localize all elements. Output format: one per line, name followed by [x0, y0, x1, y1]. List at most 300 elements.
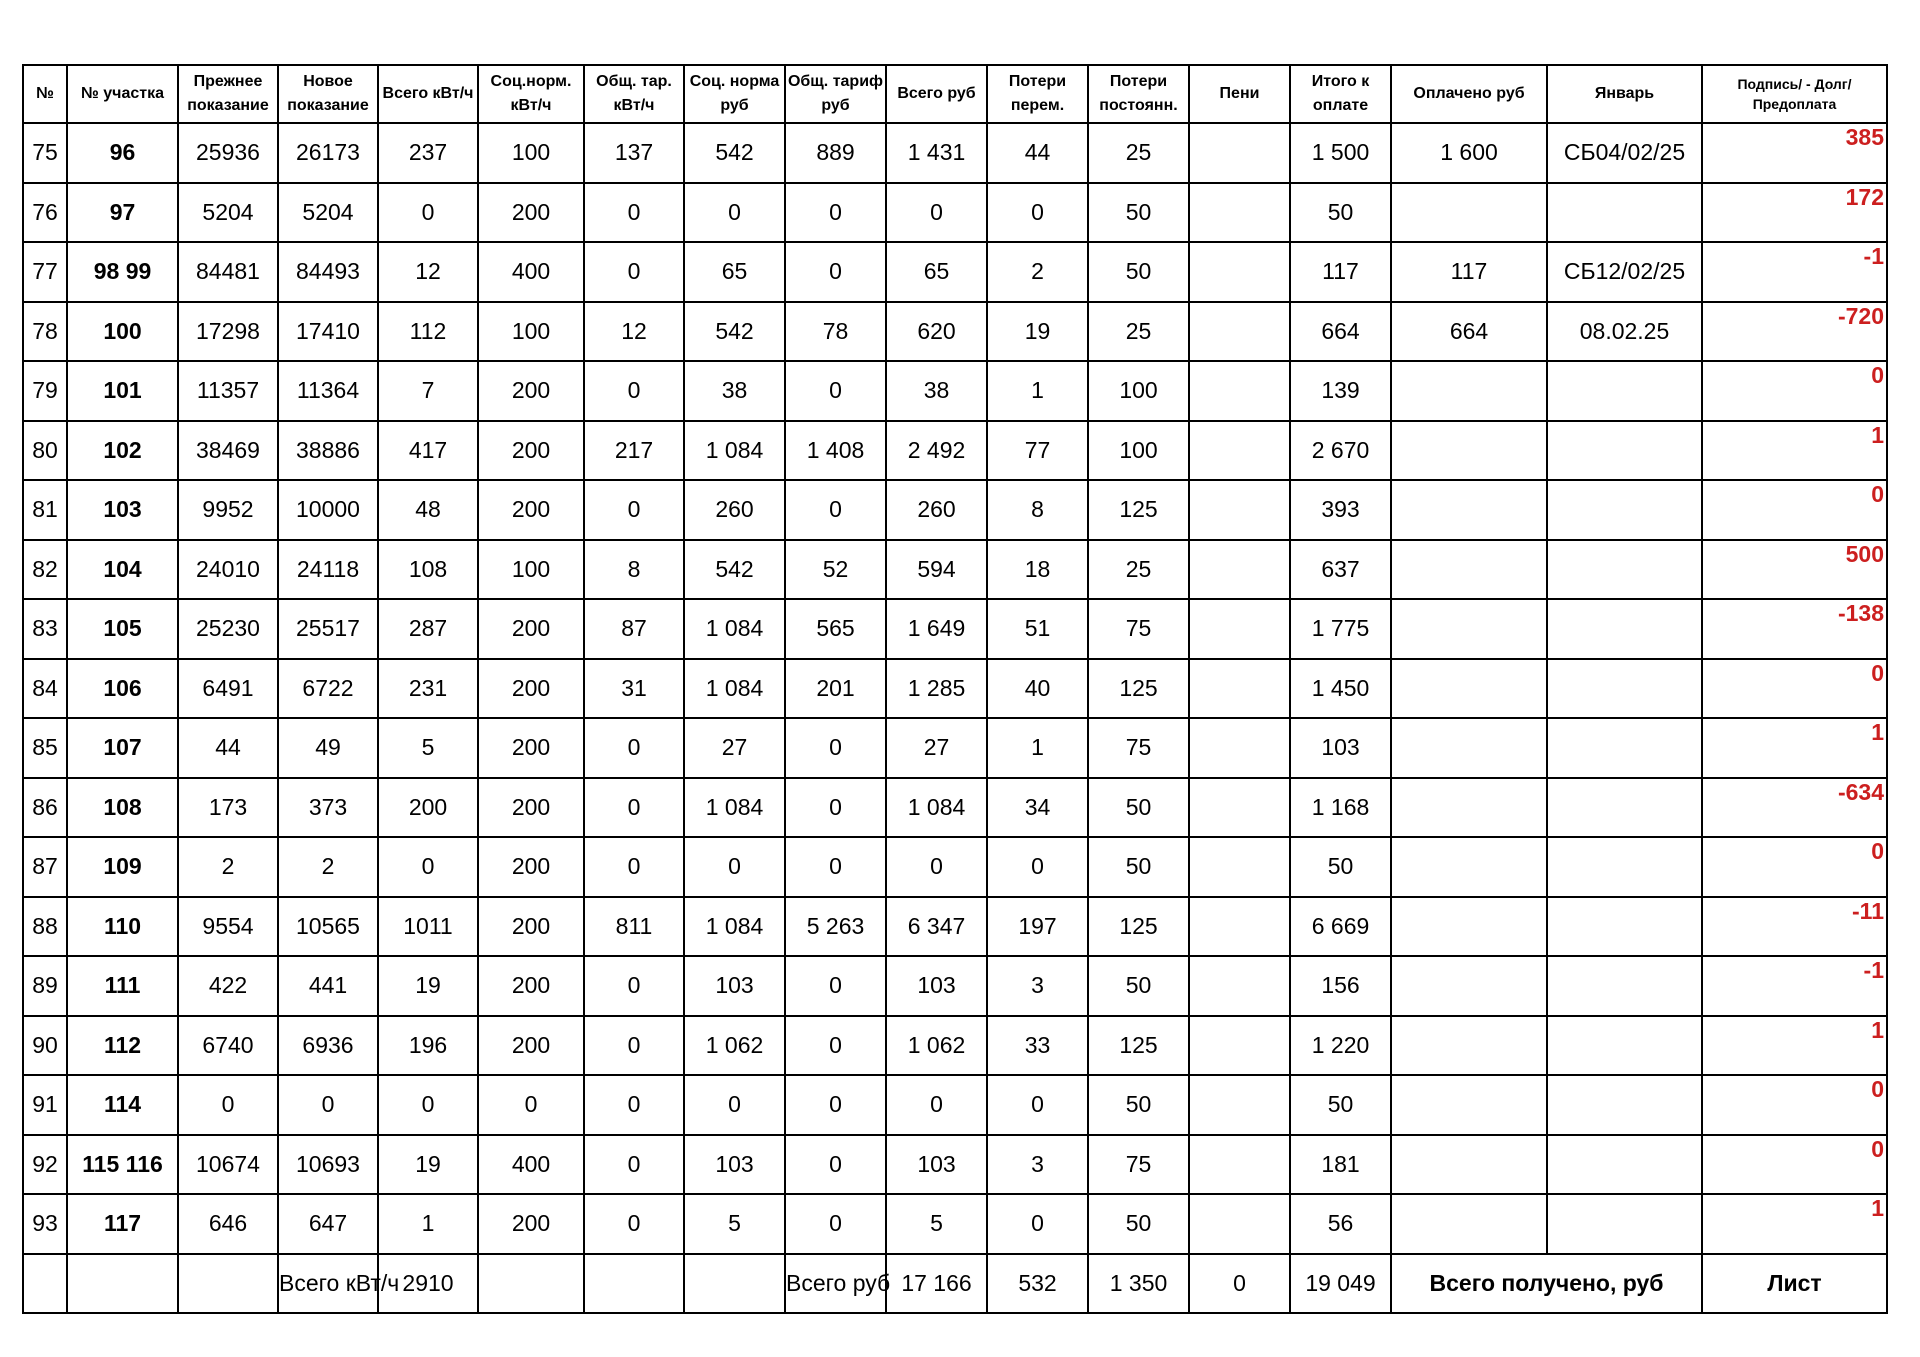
- cell-amount-due: 393: [1290, 480, 1391, 540]
- cell-previous-reading: 422: [178, 956, 278, 1016]
- cell-general-tariff-kwh: 8: [584, 540, 684, 600]
- cell-amount-due: 50: [1290, 837, 1391, 897]
- cell-paid-rub: [1391, 778, 1547, 838]
- cell-general-tariff-kwh: 87: [584, 599, 684, 659]
- header-total-rub: Всего руб: [886, 65, 987, 123]
- cell-plot-number: 114: [67, 1075, 178, 1135]
- cell-social-norm-kwh: 200: [478, 421, 584, 481]
- cell-plot-number: 112: [67, 1016, 178, 1076]
- cell-previous-reading: 5204: [178, 183, 278, 243]
- cell-total-kwh: 1011: [378, 897, 478, 957]
- cell-total-rub: 0: [886, 1075, 987, 1135]
- cell-january: [1547, 718, 1702, 778]
- cell-general-tariff-kwh: 0: [584, 1135, 684, 1195]
- cell-total-rub: 260: [886, 480, 987, 540]
- cell-penalty: [1189, 361, 1290, 421]
- cell-plot-number: 107: [67, 718, 178, 778]
- cell-plot-number: 111: [67, 956, 178, 1016]
- cell-social-norm-rub: 1 062: [684, 1016, 785, 1076]
- cell-variable-losses: 1: [987, 718, 1088, 778]
- cell-amount-due: 50: [1290, 1075, 1391, 1135]
- cell-constant-losses: 25: [1088, 123, 1189, 183]
- cell-general-tariff-kwh: 0: [584, 1075, 684, 1135]
- table-row: [23, 1194, 1887, 1254]
- totals-rub-value: 17 166: [886, 1254, 987, 1314]
- header-variable-losses: Потери перем.: [987, 65, 1088, 123]
- header-signature-debt: Подпись/ - Долг/Предоплата: [1702, 65, 1887, 123]
- cell-social-norm-rub: 38: [684, 361, 785, 421]
- cell-paid-rub: 664: [1391, 302, 1547, 362]
- cell-constant-losses: 50: [1088, 183, 1189, 243]
- cell-social-norm-kwh: 100: [478, 302, 584, 362]
- header-plot-number: № участка: [67, 65, 178, 123]
- cell-social-norm-kwh: 100: [478, 123, 584, 183]
- cell-general-tariff-rub: 565: [785, 599, 886, 659]
- cell-new-reading: 10000: [278, 480, 378, 540]
- cell-total-rub: 1 431: [886, 123, 987, 183]
- cell-social-norm-rub: 65: [684, 242, 785, 302]
- cell-total-rub: 5: [886, 1194, 987, 1254]
- table-row: [23, 1135, 1887, 1195]
- cell-total-kwh: 0: [378, 837, 478, 897]
- cell-debt-prepayment: 1: [1702, 421, 1887, 481]
- cell-general-tariff-kwh: 0: [584, 837, 684, 897]
- cell-constant-losses: 50: [1088, 242, 1189, 302]
- cell-debt-prepayment: 0: [1702, 480, 1887, 540]
- cell-previous-reading: 6491: [178, 659, 278, 719]
- cell-new-reading: 5204: [278, 183, 378, 243]
- header-total-kwh: Всего кВт/ч: [378, 65, 478, 123]
- cell-paid-rub: [1391, 1075, 1547, 1135]
- totals-empty-cell: [584, 1254, 684, 1314]
- cell-row-number: 76: [23, 183, 67, 243]
- cell-penalty: [1189, 183, 1290, 243]
- cell-constant-losses: 50: [1088, 956, 1189, 1016]
- cell-amount-due: 664: [1290, 302, 1391, 362]
- cell-constant-losses: 25: [1088, 302, 1189, 362]
- cell-plot-number: 101: [67, 361, 178, 421]
- cell-variable-losses: 1: [987, 361, 1088, 421]
- cell-new-reading: 24118: [278, 540, 378, 600]
- table-row: [23, 778, 1887, 838]
- cell-total-rub: 103: [886, 956, 987, 1016]
- cell-penalty: [1189, 302, 1290, 362]
- cell-amount-due: 50: [1290, 183, 1391, 243]
- table-body: [23, 123, 1887, 1254]
- cell-previous-reading: 2: [178, 837, 278, 897]
- table-row: [23, 599, 1887, 659]
- cell-variable-losses: 40: [987, 659, 1088, 719]
- cell-previous-reading: 646: [178, 1194, 278, 1254]
- cell-social-norm-kwh: 400: [478, 242, 584, 302]
- cell-row-number: 92: [23, 1135, 67, 1195]
- cell-debt-prepayment: -1: [1702, 956, 1887, 1016]
- totals-rub-label: Всего руб: [785, 1254, 886, 1314]
- cell-penalty: [1189, 123, 1290, 183]
- cell-variable-losses: 18: [987, 540, 1088, 600]
- cell-january: [1547, 1194, 1702, 1254]
- cell-paid-rub: [1391, 837, 1547, 897]
- cell-total-kwh: 231: [378, 659, 478, 719]
- cell-penalty: [1189, 540, 1290, 600]
- cell-new-reading: 2: [278, 837, 378, 897]
- cell-january: [1547, 956, 1702, 1016]
- cell-plot-number: 109: [67, 837, 178, 897]
- cell-constant-losses: 75: [1088, 718, 1189, 778]
- cell-plot-number: 97: [67, 183, 178, 243]
- cell-general-tariff-kwh: 0: [584, 718, 684, 778]
- cell-constant-losses: 125: [1088, 897, 1189, 957]
- cell-previous-reading: 173: [178, 778, 278, 838]
- cell-new-reading: 441: [278, 956, 378, 1016]
- cell-new-reading: 6722: [278, 659, 378, 719]
- cell-debt-prepayment: 385: [1702, 123, 1887, 183]
- totals-empty-cell: [684, 1254, 785, 1314]
- totals-row: [23, 1254, 1887, 1314]
- cell-social-norm-kwh: 200: [478, 480, 584, 540]
- cell-total-rub: 65: [886, 242, 987, 302]
- cell-variable-losses: 77: [987, 421, 1088, 481]
- cell-social-norm-kwh: 200: [478, 778, 584, 838]
- cell-constant-losses: 50: [1088, 1075, 1189, 1135]
- cell-social-norm-rub: 542: [684, 540, 785, 600]
- cell-constant-losses: 75: [1088, 1135, 1189, 1195]
- header-social-norm-kwh: Соц.норм. кВт/ч: [478, 65, 584, 123]
- cell-paid-rub: [1391, 659, 1547, 719]
- cell-amount-due: 181: [1290, 1135, 1391, 1195]
- table-row: [23, 956, 1887, 1016]
- cell-amount-due: 637: [1290, 540, 1391, 600]
- table-row: [23, 242, 1887, 302]
- cell-plot-number: 102: [67, 421, 178, 481]
- cell-social-norm-kwh: 200: [478, 599, 584, 659]
- cell-constant-losses: 125: [1088, 1016, 1189, 1076]
- cell-general-tariff-rub: 889: [785, 123, 886, 183]
- cell-social-norm-kwh: 100: [478, 540, 584, 600]
- cell-january: [1547, 837, 1702, 897]
- cell-general-tariff-kwh: 0: [584, 183, 684, 243]
- cell-social-norm-rub: 103: [684, 1135, 785, 1195]
- cell-general-tariff-kwh: 811: [584, 897, 684, 957]
- cell-debt-prepayment: 0: [1702, 1135, 1887, 1195]
- cell-general-tariff-rub: 0: [785, 480, 886, 540]
- cell-total-kwh: 19: [378, 956, 478, 1016]
- cell-penalty: [1189, 897, 1290, 957]
- header-social-norm-rub: Соц. норма руб: [684, 65, 785, 123]
- cell-debt-prepayment: -11: [1702, 897, 1887, 957]
- cell-penalty: [1189, 718, 1290, 778]
- cell-amount-due: 1 500: [1290, 123, 1391, 183]
- cell-new-reading: 6936: [278, 1016, 378, 1076]
- table-row: [23, 837, 1887, 897]
- cell-paid-rub: [1391, 540, 1547, 600]
- cell-total-kwh: 237: [378, 123, 478, 183]
- cell-amount-due: 1 775: [1290, 599, 1391, 659]
- cell-row-number: 86: [23, 778, 67, 838]
- cell-penalty: [1189, 1194, 1290, 1254]
- cell-variable-losses: 0: [987, 183, 1088, 243]
- table-row: [23, 718, 1887, 778]
- cell-general-tariff-rub: 5 263: [785, 897, 886, 957]
- cell-paid-rub: [1391, 421, 1547, 481]
- cell-social-norm-rub: 0: [684, 837, 785, 897]
- cell-row-number: 82: [23, 540, 67, 600]
- cell-row-number: 89: [23, 956, 67, 1016]
- cell-general-tariff-rub: 0: [785, 837, 886, 897]
- cell-general-tariff-kwh: 0: [584, 778, 684, 838]
- cell-variable-losses: 2: [987, 242, 1088, 302]
- cell-general-tariff-kwh: 12: [584, 302, 684, 362]
- cell-paid-rub: [1391, 1135, 1547, 1195]
- cell-variable-losses: 3: [987, 1135, 1088, 1195]
- cell-row-number: 93: [23, 1194, 67, 1254]
- table-row: [23, 1016, 1887, 1076]
- cell-social-norm-rub: 0: [684, 183, 785, 243]
- cell-previous-reading: 10674: [178, 1135, 278, 1195]
- cell-new-reading: 647: [278, 1194, 378, 1254]
- cell-new-reading: 84493: [278, 242, 378, 302]
- cell-total-kwh: 7: [378, 361, 478, 421]
- cell-variable-losses: 51: [987, 599, 1088, 659]
- cell-amount-due: 1 220: [1290, 1016, 1391, 1076]
- cell-previous-reading: 17298: [178, 302, 278, 362]
- cell-row-number: 87: [23, 837, 67, 897]
- cell-previous-reading: 25230: [178, 599, 278, 659]
- cell-debt-prepayment: 0: [1702, 659, 1887, 719]
- cell-total-rub: 1 649: [886, 599, 987, 659]
- cell-total-rub: 103: [886, 1135, 987, 1195]
- cell-variable-losses: 3: [987, 956, 1088, 1016]
- cell-total-kwh: 196: [378, 1016, 478, 1076]
- totals-empty-cell: [67, 1254, 178, 1314]
- cell-general-tariff-rub: 0: [785, 1135, 886, 1195]
- cell-paid-rub: [1391, 599, 1547, 659]
- cell-new-reading: 10565: [278, 897, 378, 957]
- header-new-reading: Новое показание: [278, 65, 378, 123]
- cell-constant-losses: 100: [1088, 421, 1189, 481]
- cell-constant-losses: 100: [1088, 361, 1189, 421]
- cell-constant-losses: 75: [1088, 599, 1189, 659]
- cell-total-rub: 1 285: [886, 659, 987, 719]
- table-row: [23, 897, 1887, 957]
- cell-variable-losses: 197: [987, 897, 1088, 957]
- cell-january: [1547, 1135, 1702, 1195]
- cell-total-kwh: 0: [378, 183, 478, 243]
- cell-paid-rub: [1391, 1194, 1547, 1254]
- cell-social-norm-kwh: 200: [478, 837, 584, 897]
- cell-penalty: [1189, 242, 1290, 302]
- cell-debt-prepayment: 1: [1702, 718, 1887, 778]
- totals-kwh-value: 2910: [378, 1254, 478, 1314]
- cell-penalty: [1189, 1016, 1290, 1076]
- cell-total-rub: 1 084: [886, 778, 987, 838]
- cell-general-tariff-rub: 0: [785, 1016, 886, 1076]
- cell-general-tariff-rub: 0: [785, 1194, 886, 1254]
- cell-new-reading: 38886: [278, 421, 378, 481]
- cell-total-kwh: 112: [378, 302, 478, 362]
- electricity-billing-table: [22, 64, 1888, 1314]
- cell-variable-losses: 19: [987, 302, 1088, 362]
- cell-social-norm-kwh: 400: [478, 1135, 584, 1195]
- cell-debt-prepayment: 0: [1702, 361, 1887, 421]
- cell-total-rub: 6 347: [886, 897, 987, 957]
- cell-amount-due: 117: [1290, 242, 1391, 302]
- cell-january: [1547, 1016, 1702, 1076]
- cell-new-reading: 10693: [278, 1135, 378, 1195]
- cell-variable-losses: 34: [987, 778, 1088, 838]
- cell-total-rub: 2 492: [886, 421, 987, 481]
- cell-paid-rub: [1391, 183, 1547, 243]
- cell-previous-reading: 0: [178, 1075, 278, 1135]
- cell-debt-prepayment: -1: [1702, 242, 1887, 302]
- cell-paid-rub: 1 600: [1391, 123, 1547, 183]
- cell-amount-due: 1 450: [1290, 659, 1391, 719]
- table-row: [23, 123, 1887, 183]
- cell-new-reading: 17410: [278, 302, 378, 362]
- table-row: [23, 540, 1887, 600]
- cell-row-number: 90: [23, 1016, 67, 1076]
- cell-penalty: [1189, 599, 1290, 659]
- header-general-tariff-kwh: Общ. тар. кВт/ч: [584, 65, 684, 123]
- cell-social-norm-rub: 1 084: [684, 778, 785, 838]
- cell-general-tariff-kwh: 0: [584, 1194, 684, 1254]
- cell-variable-losses: 0: [987, 1194, 1088, 1254]
- table-row: [23, 302, 1887, 362]
- cell-january: [1547, 421, 1702, 481]
- cell-variable-losses: 44: [987, 123, 1088, 183]
- cell-plot-number: 100: [67, 302, 178, 362]
- cell-general-tariff-kwh: 0: [584, 361, 684, 421]
- header-paid-rub: Оплачено руб: [1391, 65, 1547, 123]
- cell-january: [1547, 1075, 1702, 1135]
- cell-row-number: 78: [23, 302, 67, 362]
- cell-total-rub: 1 062: [886, 1016, 987, 1076]
- totals-amount-due: 19 049: [1290, 1254, 1391, 1314]
- cell-total-rub: 38: [886, 361, 987, 421]
- cell-january: [1547, 897, 1702, 957]
- totals-constant-losses: 1 350: [1088, 1254, 1189, 1314]
- header-row: [23, 65, 1887, 123]
- cell-plot-number: 106: [67, 659, 178, 719]
- cell-variable-losses: 0: [987, 837, 1088, 897]
- cell-plot-number: 96: [67, 123, 178, 183]
- cell-general-tariff-rub: 201: [785, 659, 886, 719]
- cell-debt-prepayment: 1: [1702, 1194, 1887, 1254]
- cell-total-kwh: 19: [378, 1135, 478, 1195]
- cell-plot-number: 98 99: [67, 242, 178, 302]
- cell-social-norm-rub: 1 084: [684, 659, 785, 719]
- totals-kwh-label: Всего кВт/ч: [278, 1254, 378, 1314]
- cell-debt-prepayment: -138: [1702, 599, 1887, 659]
- cell-general-tariff-rub: 1 408: [785, 421, 886, 481]
- cell-total-kwh: 108: [378, 540, 478, 600]
- totals-empty-cell: [478, 1254, 584, 1314]
- cell-constant-losses: 50: [1088, 778, 1189, 838]
- cell-previous-reading: 25936: [178, 123, 278, 183]
- cell-previous-reading: 24010: [178, 540, 278, 600]
- cell-total-kwh: 200: [378, 778, 478, 838]
- cell-previous-reading: 9952: [178, 480, 278, 540]
- cell-new-reading: 25517: [278, 599, 378, 659]
- cell-penalty: [1189, 480, 1290, 540]
- header-constant-losses: Потери постоянн.: [1088, 65, 1189, 123]
- cell-new-reading: 49: [278, 718, 378, 778]
- header-previous-reading: Прежнее показание: [178, 65, 278, 123]
- cell-new-reading: 0: [278, 1075, 378, 1135]
- cell-penalty: [1189, 837, 1290, 897]
- cell-plot-number: 115 116: [67, 1135, 178, 1195]
- cell-general-tariff-kwh: 0: [584, 956, 684, 1016]
- cell-amount-due: 103: [1290, 718, 1391, 778]
- cell-social-norm-kwh: 200: [478, 659, 584, 719]
- cell-general-tariff-rub: 0: [785, 361, 886, 421]
- cell-paid-rub: [1391, 897, 1547, 957]
- cell-paid-rub: [1391, 956, 1547, 1016]
- cell-row-number: 81: [23, 480, 67, 540]
- cell-previous-reading: 38469: [178, 421, 278, 481]
- cell-total-kwh: 1: [378, 1194, 478, 1254]
- cell-total-rub: 0: [886, 183, 987, 243]
- cell-social-norm-rub: 5: [684, 1194, 785, 1254]
- cell-january: [1547, 183, 1702, 243]
- cell-social-norm-kwh: 0: [478, 1075, 584, 1135]
- cell-new-reading: 11364: [278, 361, 378, 421]
- cell-debt-prepayment: 0: [1702, 837, 1887, 897]
- cell-amount-due: 139: [1290, 361, 1391, 421]
- cell-social-norm-rub: 103: [684, 956, 785, 1016]
- cell-penalty: [1189, 1075, 1290, 1135]
- cell-total-kwh: 12: [378, 242, 478, 302]
- cell-penalty: [1189, 956, 1290, 1016]
- cell-general-tariff-rub: 52: [785, 540, 886, 600]
- cell-general-tariff-kwh: 0: [584, 1016, 684, 1076]
- totals-variable-losses: 532: [987, 1254, 1088, 1314]
- cell-january: СБ04/02/25: [1547, 123, 1702, 183]
- cell-january: [1547, 599, 1702, 659]
- cell-plot-number: 103: [67, 480, 178, 540]
- table-row: [23, 361, 1887, 421]
- totals-empty-cell: [23, 1254, 67, 1314]
- cell-total-kwh: 5: [378, 718, 478, 778]
- cell-january: [1547, 659, 1702, 719]
- cell-debt-prepayment: 500: [1702, 540, 1887, 600]
- cell-debt-prepayment: 1: [1702, 1016, 1887, 1076]
- cell-penalty: [1189, 421, 1290, 481]
- cell-social-norm-rub: 0: [684, 1075, 785, 1135]
- cell-plot-number: 108: [67, 778, 178, 838]
- cell-debt-prepayment: -634: [1702, 778, 1887, 838]
- cell-general-tariff-kwh: 0: [584, 242, 684, 302]
- cell-previous-reading: 84481: [178, 242, 278, 302]
- cell-variable-losses: 8: [987, 480, 1088, 540]
- cell-debt-prepayment: 172: [1702, 183, 1887, 243]
- cell-total-rub: 27: [886, 718, 987, 778]
- cell-paid-rub: 117: [1391, 242, 1547, 302]
- totals-penalty: 0: [1189, 1254, 1290, 1314]
- cell-row-number: 79: [23, 361, 67, 421]
- cell-amount-due: 6 669: [1290, 897, 1391, 957]
- table-row: [23, 480, 1887, 540]
- cell-plot-number: 104: [67, 540, 178, 600]
- cell-social-norm-rub: 27: [684, 718, 785, 778]
- header-penalty: Пени: [1189, 65, 1290, 123]
- cell-previous-reading: 9554: [178, 897, 278, 957]
- cell-amount-due: 2 670: [1290, 421, 1391, 481]
- cell-social-norm-rub: 1 084: [684, 599, 785, 659]
- cell-row-number: 80: [23, 421, 67, 481]
- totals-empty-cell: [178, 1254, 278, 1314]
- cell-debt-prepayment: 0: [1702, 1075, 1887, 1135]
